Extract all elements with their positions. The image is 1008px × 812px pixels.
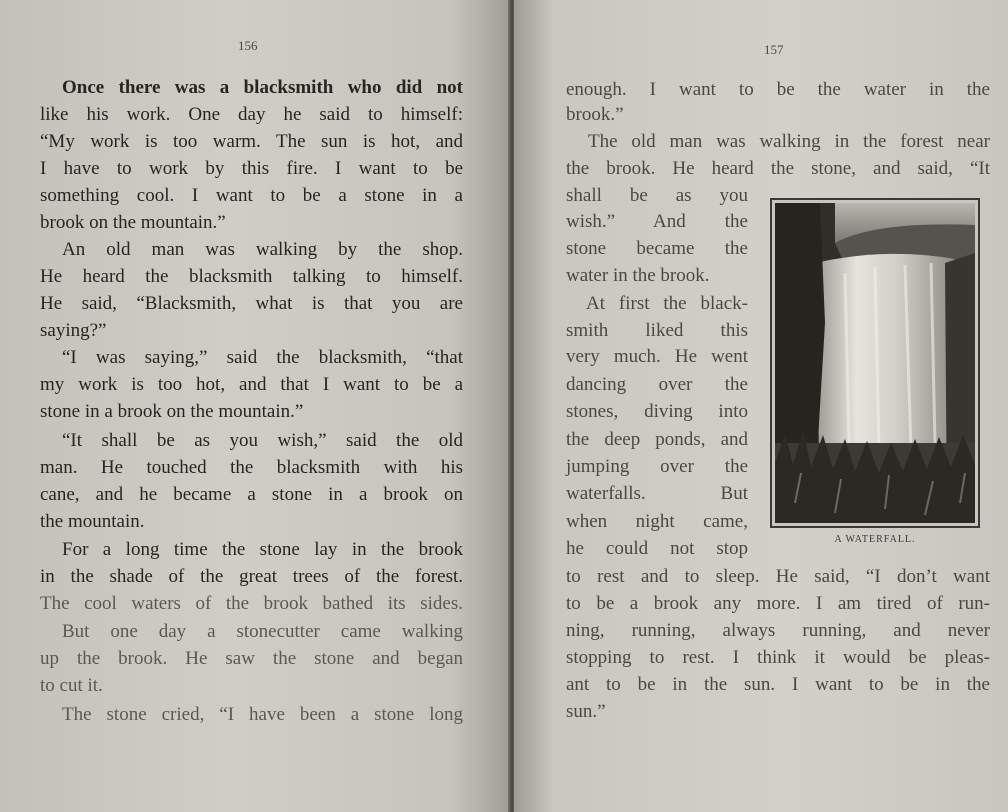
- text-line: like his work. One day he said to himself:: [40, 104, 463, 125]
- right-page: [514, 0, 1008, 812]
- text-line: The stone cried, “I have been a stone long: [62, 704, 463, 725]
- text-line: when night came,: [566, 511, 748, 532]
- text-line: “I was saying,” said the blacksmith, “that: [62, 347, 463, 368]
- text-line: very much. He went: [566, 346, 748, 367]
- text-line: He heard the blacksmith talking to himself.: [40, 266, 463, 287]
- text-line: stone in a brook on the mountain.”: [40, 401, 304, 422]
- text-line: But one day a stonecutter came walking: [62, 621, 463, 642]
- text-line: ant to be in the sun. I want to be in the: [566, 674, 990, 695]
- text-line: stopping to rest. I think it would be pleas-: [566, 647, 990, 668]
- text-line: to rest and to sleep. He said, “I don’t want: [566, 566, 990, 587]
- text-line: the brook. He heard the stone, and said, “It: [566, 158, 990, 179]
- text-line: he could not stop: [566, 538, 748, 559]
- text-line: ning, running, always running, and never: [566, 620, 990, 641]
- text-line: brook.”: [566, 104, 624, 125]
- text-line: up the brook. He saw the stone and began: [40, 648, 463, 669]
- text-line: The old man was walking in the forest near: [588, 131, 990, 152]
- text-line: my work is too hot, and that I want to be a: [40, 374, 463, 395]
- text-line: to be a brook any more. I am tired of run-: [566, 593, 990, 614]
- text-line: something cool. I want to be a stone in a: [40, 185, 463, 206]
- text-line: in the shade of the great trees of the forest.: [40, 566, 463, 587]
- text-line: saying?”: [40, 320, 107, 341]
- text-line: cane, and he became a stone in a brook on: [40, 484, 463, 505]
- text-line: the deep ponds, and: [566, 429, 748, 450]
- text-line: I have to work by this fire. I want to be: [40, 158, 463, 179]
- text-line: dancing over the: [566, 374, 748, 395]
- text-line: man. He touched the blacksmith with his: [40, 457, 463, 478]
- text-line: He said, “Blacksmith, what is that you are: [40, 293, 463, 314]
- text-line: sun.”: [566, 701, 606, 722]
- page-number: 157: [764, 42, 784, 57]
- text-line: waterfalls. But: [566, 483, 748, 504]
- text-line: the mountain.: [40, 511, 145, 532]
- text-line: “My work is too warm. The sun is hot, and: [40, 131, 463, 152]
- text-line: brook on the mountain.”: [40, 212, 226, 233]
- text-line: jumping over the: [566, 456, 748, 477]
- text-line: At first the black-: [586, 293, 748, 314]
- text-line: smith liked this: [566, 320, 748, 341]
- text-line: shall be as you: [566, 185, 748, 206]
- text-line: The cool waters of the brook bathed its sides.: [40, 593, 463, 614]
- text-line: For a long time the stone lay in the brook: [62, 539, 463, 560]
- text-line: wish.” And the: [566, 211, 748, 232]
- text-line: An old man was walking by the shop.: [62, 239, 463, 260]
- text-line: enough. I want to be the water in the: [566, 79, 990, 100]
- text-line: “It shall be as you wish,” said the old: [62, 430, 463, 451]
- waterfall-image: [775, 203, 975, 523]
- figure-caption: A WATERFALL.: [834, 534, 916, 545]
- text-line: water in the brook.: [566, 265, 710, 286]
- text-line: Once there was a blacksmith who did not: [62, 77, 463, 98]
- waterfall-illustration: [770, 198, 980, 528]
- text-line: to cut it.: [40, 675, 103, 696]
- text-line: stones, diving into: [566, 401, 748, 422]
- page-number: 156: [238, 38, 258, 53]
- text-line: stone became the: [566, 238, 748, 259]
